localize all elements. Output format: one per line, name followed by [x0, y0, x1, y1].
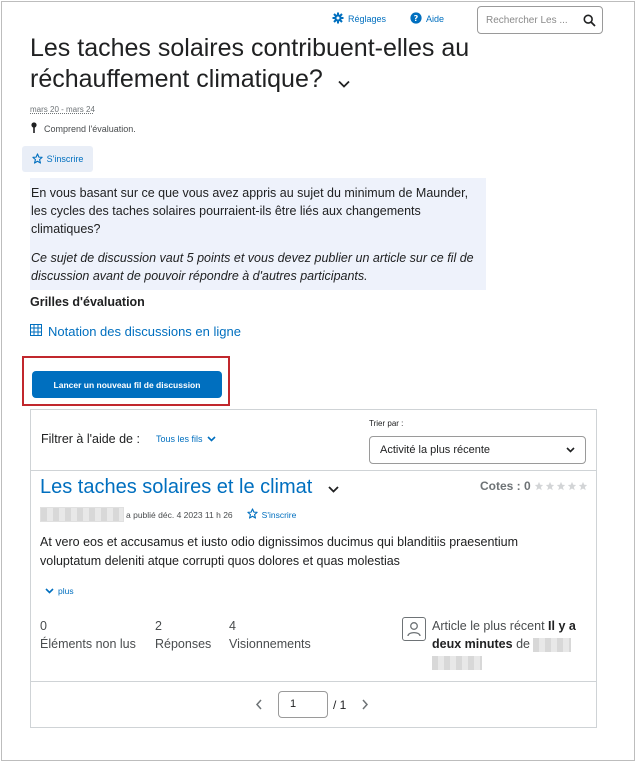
stat-replies [155, 617, 211, 653]
thread-title[interactable] [40, 476, 339, 499]
page-total: / 1 [333, 698, 347, 712]
settings-label: Réglages [348, 14, 387, 24]
rubric-link-label: Notation des discussions en ligne [48, 324, 241, 339]
start-thread-highlight [22, 356, 230, 406]
chevron-down-icon [566, 444, 575, 456]
thread-title-text: Les taches solaires et le climat [40, 476, 313, 498]
replies-label: Réponses [155, 637, 212, 651]
subscribe-label: S'inscrire [46, 154, 84, 164]
svg-text:?: ? [413, 14, 419, 23]
topic-description [30, 178, 486, 290]
sort-value: Activité la plus récente [380, 444, 491, 456]
unread-count: 0 [40, 619, 47, 633]
ratings-label: Cotes : 0 [480, 479, 531, 493]
gear-icon [332, 12, 344, 26]
user-avatar-icon [402, 617, 426, 641]
subscribe-thread-button[interactable] [247, 508, 297, 521]
grid-icon [30, 324, 42, 339]
recent-prefix: Article le plus récent [432, 619, 545, 633]
topic-dates: mars 20 - mars 24 [30, 105, 95, 114]
page-frame [1, 1, 635, 761]
chevron-down-icon[interactable] [328, 476, 339, 499]
filter-bar [31, 410, 596, 471]
rating-star-icon[interactable] [545, 481, 555, 491]
author-name-redacted [40, 507, 124, 522]
sort-label: Trier par : [369, 419, 404, 428]
recent-post [402, 617, 587, 671]
recent-post-text [432, 617, 587, 671]
subscribe-topic-button[interactable] [22, 146, 93, 172]
posted-text: a publié déc. 4 2023 11 h 26 [126, 509, 233, 520]
thread-body: At vero eos et accusamus et iusto odio dignissimos ducimus qui blanditiis praesentium voluptatum deleniti atque corrupti quos dolores et quas molestias [40, 535, 519, 568]
recent-by: de [516, 637, 530, 651]
rubric-link[interactable] [30, 324, 241, 339]
start-thread-button[interactable]: Lancer un nouveau fil de discussion [32, 371, 222, 398]
rating-star-icon[interactable] [567, 481, 577, 491]
rating-stars[interactable] [534, 481, 588, 491]
stat-views [229, 617, 311, 653]
unread-label: Éléments non lus [40, 637, 136, 651]
search-icon[interactable] [576, 7, 602, 33]
recent-author-redacted-2 [432, 656, 482, 670]
topic-title [30, 33, 510, 96]
description-note: Ce sujet de discussion vaut 5 points et vous devez publier un article sur ce fil de discussion avant de pouvoir répondre à d'autres participants. [31, 251, 474, 283]
stat-unread [40, 617, 136, 653]
more-label: plus [58, 586, 74, 596]
page-number-input[interactable]: 1 [278, 691, 328, 718]
filter-value: Tous les fils [156, 434, 203, 444]
star-outline-icon [32, 153, 43, 166]
settings-link[interactable] [332, 12, 386, 26]
chevron-left-icon[interactable] [255, 697, 263, 713]
rating-star-icon[interactable] [534, 481, 544, 491]
views-label: Visionnements [229, 637, 311, 651]
recent-author-redacted [533, 638, 571, 652]
help-link[interactable] [410, 12, 444, 26]
filter-dropdown[interactable] [156, 434, 216, 444]
chevron-right-icon[interactable] [361, 697, 369, 713]
star-outline-icon [247, 508, 258, 521]
help-label: Aide [426, 14, 445, 24]
more-link[interactable] [45, 586, 74, 596]
thread-author-row [40, 507, 296, 522]
rating-star-icon[interactable] [556, 481, 566, 491]
search-input[interactable] [477, 6, 603, 34]
chevron-down-icon [207, 434, 216, 444]
search-placeholder: Rechercher Les ... [486, 14, 568, 26]
replies-count: 2 [155, 619, 162, 633]
chevron-down-icon [45, 586, 54, 596]
pagination [31, 681, 596, 728]
rating-star-icon[interactable] [578, 481, 588, 491]
assessment-text: Comprend l'évaluation. [44, 123, 136, 134]
views-count: 4 [229, 619, 236, 633]
thread-subscribe-label: S'inscrire [261, 509, 297, 520]
thread-ratings [480, 479, 588, 493]
pin-icon [30, 122, 38, 135]
description-paragraph: En vous basant sur ce que vous avez appris au sujet du minimum de Maunder, les cycles des taches solaires pourraient-ils être liés aux changements climatiques? [31, 186, 469, 236]
rubrics-heading: Grilles d'évaluation [30, 295, 145, 309]
sort-select[interactable] [369, 436, 586, 464]
assessment-note [30, 122, 136, 135]
chevron-down-icon[interactable] [338, 65, 350, 96]
recent-time: Il y a deux minutes [432, 619, 576, 651]
top-links [332, 12, 444, 26]
topic-title-text: Les taches solaires contribuent-elles au réchauffement climatique? [30, 34, 470, 93]
filter-label: Filtrer à l'aide de : [41, 432, 140, 446]
threads-panel [30, 409, 597, 728]
help-icon [410, 12, 422, 26]
